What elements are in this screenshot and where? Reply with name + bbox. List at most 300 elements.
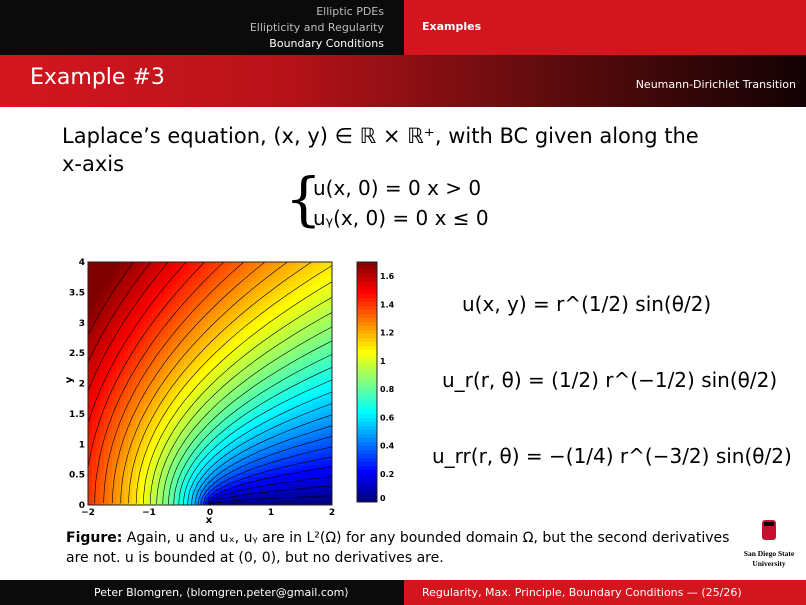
heatmap-cell: [112, 322, 117, 327]
heatmap-cell: [272, 366, 277, 371]
colorbar-segment: [357, 274, 377, 279]
heatmap-cell: [272, 389, 277, 394]
heatmap-cell: [176, 445, 181, 450]
heatmap-cell: [212, 397, 217, 402]
heatmap-cell: [160, 262, 165, 267]
heatmap-cell: [324, 374, 329, 379]
heatmap-cell: [276, 453, 281, 458]
heatmap-cell: [320, 489, 325, 494]
heatmap-cell: [316, 493, 321, 498]
heatmap-cell: [236, 350, 241, 355]
heatmap-cell: [296, 262, 301, 267]
heatmap-cell: [160, 409, 165, 414]
heatmap-cell: [212, 262, 217, 267]
heatmap-cell: [124, 473, 129, 478]
heatmap-cell: [108, 282, 113, 287]
heatmap-cell: [296, 429, 301, 434]
heatmap-cell: [276, 385, 281, 390]
heatmap-cell: [292, 389, 297, 394]
colorbar-segment: [357, 406, 377, 411]
heatmap-cell: [200, 405, 205, 410]
heatmap-cell: [116, 382, 121, 387]
heatmap-cell: [264, 266, 269, 271]
heatmap-cell: [120, 314, 125, 319]
heatmap-cell: [172, 354, 177, 359]
heatmap-cell: [164, 314, 169, 319]
heatmap-cell: [96, 350, 101, 355]
colorbar-segment: [357, 426, 377, 431]
heatmap-cell: [112, 469, 117, 474]
heatmap-cell: [296, 389, 301, 394]
heatmap-cell: [148, 270, 153, 275]
heatmap-cell: [196, 306, 201, 311]
heatmap-cell: [92, 421, 97, 426]
heatmap-cell: [124, 310, 129, 315]
heatmap-cell: [216, 334, 221, 339]
heatmap-cell: [320, 334, 325, 339]
heatmap-cell: [152, 485, 157, 490]
heatmap-cell: [320, 262, 325, 267]
heatmap-cell: [204, 286, 209, 291]
heatmap-cell: [124, 437, 129, 442]
heatmap-cell: [204, 270, 209, 275]
heatmap-cell: [252, 354, 257, 359]
heatmap-cell: [124, 370, 129, 375]
heatmap-cell: [312, 366, 317, 371]
heatmap-cell: [252, 382, 257, 387]
heatmap-cell: [116, 318, 121, 323]
heatmap-cell: [288, 401, 293, 406]
heatmap-cell: [184, 270, 189, 275]
heatmap-cell: [244, 497, 249, 502]
heatmap-cell: [96, 401, 101, 406]
heatmap-cell: [312, 286, 317, 291]
heatmap-cell: [140, 481, 145, 486]
heatmap-cell: [240, 286, 245, 291]
heatmap-cell: [248, 278, 253, 283]
heatmap-cell: [112, 374, 117, 379]
heatmap-cell: [264, 318, 269, 323]
heatmap-cell: [88, 306, 93, 311]
heatmap-cell: [152, 270, 157, 275]
heatmap-cell: [164, 350, 169, 355]
heatmap-cell: [320, 306, 325, 311]
heatmap-cell: [100, 338, 105, 343]
heatmap-cell: [172, 421, 177, 426]
heatmap-cell: [284, 473, 289, 478]
heatmap-cell: [108, 330, 113, 335]
heatmap-cell: [148, 350, 153, 355]
heatmap-cell: [88, 346, 93, 351]
heatmap-cell: [284, 274, 289, 279]
heatmap-cell: [288, 382, 293, 387]
heatmap-cell: [148, 389, 153, 394]
colorbar-tick-label: 0.4: [380, 441, 395, 451]
heatmap-cell: [196, 393, 201, 398]
heatmap-cell: [228, 262, 233, 267]
top-navigation: [0, 0, 806, 55]
heatmap-cell: [264, 370, 269, 375]
heatmap-cell: [316, 409, 321, 414]
heatmap-cell: [260, 497, 265, 502]
heatmap-cell: [152, 362, 157, 367]
heatmap-cell: [276, 338, 281, 343]
heatmap-cell: [276, 429, 281, 434]
heatmap-cell: [276, 473, 281, 478]
heatmap-cell: [172, 322, 177, 327]
heatmap-cell: [192, 362, 197, 367]
heatmap-cell: [148, 370, 153, 375]
heatmap-cell: [212, 382, 217, 387]
heatmap-cell: [88, 397, 93, 402]
colorbar-segment: [357, 386, 377, 391]
heatmap-cell: [152, 354, 157, 359]
heatmap-cell: [160, 302, 165, 307]
heatmap-cell: [308, 473, 313, 478]
heatmap-cell: [304, 385, 309, 390]
heatmap-cell: [88, 469, 93, 474]
heatmap-cell: [224, 362, 229, 367]
heatmap-cell: [252, 326, 257, 331]
heatmap-cell: [200, 306, 205, 311]
nav-examples[interactable]: Examples: [422, 20, 482, 33]
caption-label: Figure:: [66, 530, 123, 546]
heatmap-cell: [200, 266, 205, 271]
heatmap-cell: [276, 469, 281, 474]
heatmap-cell: [272, 485, 277, 490]
heatmap-cell: [256, 366, 261, 371]
heatmap-cell: [240, 290, 245, 295]
colorbar-segment: [357, 366, 377, 371]
heatmap-cell: [208, 453, 213, 458]
heatmap-cell: [272, 342, 277, 347]
heatmap-cell: [316, 298, 321, 303]
heatmap-cell: [252, 298, 257, 303]
heatmap-cell: [304, 370, 309, 375]
heatmap-cell: [256, 334, 261, 339]
heatmap-cell: [92, 366, 97, 371]
heatmap-cell: [252, 334, 257, 339]
heatmap-cell: [256, 385, 261, 390]
heatmap-cell: [252, 421, 257, 426]
heatmap-cell: [308, 342, 313, 347]
heatmap-cell: [160, 266, 165, 271]
heatmap-cell: [96, 374, 101, 379]
heatmap-cell: [128, 338, 133, 343]
heatmap-cell: [184, 358, 189, 363]
heatmap-cell: [116, 405, 121, 410]
heatmap-cell: [236, 366, 241, 371]
heatmap-cell: [160, 389, 165, 394]
y-tick-label: 0: [78, 501, 85, 511]
heatmap-cell: [124, 366, 129, 371]
heatmap-cell: [232, 338, 237, 343]
nav-boundary-conditions[interactable]: Boundary Conditions: [269, 37, 384, 50]
heatmap-cell: [108, 382, 113, 387]
heatmap-cell: [140, 306, 145, 311]
heatmap-cell: [172, 417, 177, 422]
heatmap-cell: [324, 469, 329, 474]
heatmap-cell: [104, 306, 109, 311]
heatmap-cell: [148, 298, 153, 303]
heatmap-cell: [296, 421, 301, 426]
heatmap-cell: [108, 485, 113, 490]
heatmap-cell: [284, 314, 289, 319]
heatmap-cell: [212, 286, 217, 291]
heatmap-cell: [276, 306, 281, 311]
heatmap-cell: [324, 461, 329, 466]
heatmap-cell: [292, 326, 297, 331]
heatmap-cell: [220, 266, 225, 271]
heatmap-cell: [112, 294, 117, 299]
heatmap-cell: [156, 318, 161, 323]
heatmap-cell: [316, 314, 321, 319]
heatmap-cell: [204, 306, 209, 311]
heatmap-cell: [276, 409, 281, 414]
heatmap-cell: [268, 326, 273, 331]
heatmap-cell: [244, 362, 249, 367]
heatmap-cell: [152, 370, 157, 375]
heatmap-cell: [212, 278, 217, 283]
heatmap-cell: [176, 401, 181, 406]
heatmap-cell: [324, 417, 329, 422]
heatmap-cell: [280, 306, 285, 311]
heatmap-cell: [320, 322, 325, 327]
heatmap-cell: [260, 453, 265, 458]
heatmap-cell: [112, 326, 117, 331]
heatmap-cell: [92, 326, 97, 331]
heatmap-cell: [252, 310, 257, 315]
heatmap-cell: [120, 389, 125, 394]
heatmap-cell: [204, 322, 209, 327]
heatmap-cell: [304, 405, 309, 410]
heatmap-cell: [260, 278, 265, 283]
heatmap-cell: [156, 310, 161, 315]
heatmap-cell: [220, 330, 225, 335]
nav-ellipticity[interactable]: Ellipticity and Regularity: [249, 21, 384, 34]
heatmap-cell: [260, 334, 265, 339]
heatmap-cell: [260, 302, 265, 307]
heatmap-cell: [300, 362, 305, 367]
heatmap-cell: [148, 334, 153, 339]
heatmap-cell: [148, 294, 153, 299]
heatmap-cell: [108, 366, 113, 371]
heatmap-cell: [188, 322, 193, 327]
heatmap-cell: [288, 477, 293, 482]
heatmap-cell: [308, 393, 313, 398]
heatmap-cell: [260, 481, 265, 486]
heatmap-cell: [204, 389, 209, 394]
heatmap-cell: [164, 298, 169, 303]
heatmap-cell: [144, 433, 149, 438]
heatmap-cell: [120, 465, 125, 470]
heatmap-cell: [200, 441, 205, 446]
heatmap-cell: [224, 306, 229, 311]
heatmap-cell: [256, 290, 261, 295]
y-tick-label: 3.5: [69, 288, 85, 299]
heatmap-cell: [264, 302, 269, 307]
heatmap-cell: [96, 286, 101, 291]
colorbar-tick-label: 1.4: [380, 300, 395, 310]
heatmap-cell: [124, 282, 129, 287]
heatmap-cell: [132, 473, 137, 478]
heatmap-cell: [296, 294, 301, 299]
heatmap-cell: [304, 473, 309, 478]
heatmap-cell: [116, 338, 121, 343]
heatmap-cell: [280, 397, 285, 402]
heatmap-cell: [128, 382, 133, 387]
heatmap-cell: [324, 302, 329, 307]
heatmap-cell: [292, 393, 297, 398]
heatmap-cell: [164, 397, 169, 402]
heatmap-cell: [196, 354, 201, 359]
heatmap-cell: [216, 425, 221, 430]
heatmap-cell: [312, 262, 317, 267]
heatmap-cell: [320, 421, 325, 426]
heatmap-cell: [152, 401, 157, 406]
heatmap-cell: [136, 433, 141, 438]
colorbar-tick-label: 1.2: [380, 328, 395, 338]
caption-text: Again, u and uₓ, uᵧ are in L²(Ω) for any bounded domain Ω, but the second derivatives are not. u is bounded at (0, 0), but no derivatives are.: [66, 530, 730, 566]
heatmap-cell: [320, 278, 325, 283]
heatmap-cell: [260, 425, 265, 430]
heatmap-cell: [108, 334, 113, 339]
heatmap-cell: [260, 473, 265, 478]
heatmap-cell: [112, 346, 117, 351]
heatmap-cell: [116, 266, 121, 271]
heatmap-cell: [180, 366, 185, 371]
heatmap-cell: [148, 409, 153, 414]
heatmap-cell: [192, 310, 197, 315]
heatmap-cell: [280, 358, 285, 363]
heatmap-cell: [292, 497, 297, 502]
heatmap-cell: [224, 262, 229, 267]
heatmap-cell: [272, 282, 277, 287]
heatmap-cell: [260, 445, 265, 450]
heatmap-cell: [212, 282, 217, 287]
heatmap-cell: [288, 405, 293, 410]
heatmap-cell: [304, 274, 309, 279]
heatmap-cell: [92, 354, 97, 359]
heatmap-cell: [104, 310, 109, 315]
heatmap-cell: [200, 385, 205, 390]
heatmap-cell: [204, 330, 209, 335]
heatmap-cell: [220, 409, 225, 414]
heatmap-cell: [200, 342, 205, 347]
heatmap-cell: [180, 437, 185, 442]
heatmap-cell: [124, 489, 129, 494]
heatmap-cell: [212, 437, 217, 442]
heatmap-cell: [96, 433, 101, 438]
heatmap-cell: [180, 421, 185, 426]
heatmap-cell: [308, 465, 313, 470]
heatmap-cell: [144, 274, 149, 279]
heatmap-cell: [100, 350, 105, 355]
heatmap-cell: [112, 350, 117, 355]
x-tick-label: 0: [206, 508, 214, 518]
heatmap-cell: [180, 314, 185, 319]
heatmap-cell: [164, 493, 169, 498]
heatmap-cell: [256, 274, 261, 279]
colorbar-segment: [357, 286, 377, 291]
colorbar-segment: [357, 278, 377, 283]
heatmap-cell: [268, 421, 273, 426]
heatmap-cell: [92, 417, 97, 422]
heatmap-cell: [128, 294, 133, 299]
heatmap-cell: [248, 477, 253, 482]
heatmap-cell: [228, 298, 233, 303]
heatmap-cell: [132, 421, 137, 426]
heatmap-cell: [192, 409, 197, 414]
heatmap-cell: [124, 350, 129, 355]
heatmap-cell: [320, 294, 325, 299]
heatmap-cell: [220, 318, 225, 323]
heatmap-cell: [316, 469, 321, 474]
heatmap-cell: [296, 366, 301, 371]
heatmap-cell: [156, 449, 161, 454]
heatmap-cell: [304, 425, 309, 430]
heatmap-cell: [92, 465, 97, 470]
heatmap-cell: [172, 370, 177, 375]
heatmap-cell: [144, 298, 149, 303]
heatmap-cell: [316, 481, 321, 486]
heatmap-cell: [88, 290, 93, 295]
heatmap-cell: [196, 449, 201, 454]
heatmap-cell: [104, 270, 109, 275]
heatmap-cell: [276, 461, 281, 466]
heatmap-cell: [168, 362, 173, 367]
heatmap-cell: [224, 314, 229, 319]
heatmap-cell: [272, 306, 277, 311]
heatmap-cell: [92, 306, 97, 311]
heatmap-cell: [132, 481, 137, 486]
heatmap-cell: [148, 274, 153, 279]
nav-elliptic-pdes[interactable]: Elliptic PDEs: [316, 5, 384, 18]
heatmap-cell: [148, 314, 153, 319]
heatmap-cell: [124, 302, 129, 307]
heatmap-cell: [108, 465, 113, 470]
heatmap-cell: [320, 338, 325, 343]
heatmap-cell: [312, 425, 317, 430]
heatmap-cell: [272, 481, 277, 486]
heatmap-cell: [312, 421, 317, 426]
heatmap-cell: [92, 294, 97, 299]
heatmap-cell: [228, 314, 233, 319]
heatmap-cell: [124, 290, 129, 295]
heatmap-cell: [188, 421, 193, 426]
heatmap-cell: [132, 290, 137, 295]
colorbar-segment: [357, 446, 377, 451]
heatmap-cell: [188, 262, 193, 267]
heatmap-cell: [140, 429, 145, 434]
heatmap-cell: [312, 354, 317, 359]
heatmap-cell: [88, 393, 93, 398]
heatmap-cell: [104, 417, 109, 422]
heatmap-cell: [300, 473, 305, 478]
heatmap-cell: [276, 354, 281, 359]
heatmap-cell: [144, 278, 149, 283]
heatmap-cell: [152, 421, 157, 426]
heatmap-cell: [300, 270, 305, 275]
heatmap-cell: [176, 310, 181, 315]
heatmap-cell: [228, 354, 233, 359]
heatmap-cell: [116, 322, 121, 327]
heatmap-cell: [108, 378, 113, 383]
heatmap-cell: [128, 413, 133, 418]
heatmap-cell: [120, 397, 125, 402]
heatmap-cell: [284, 318, 289, 323]
heatmap-cell: [284, 374, 289, 379]
